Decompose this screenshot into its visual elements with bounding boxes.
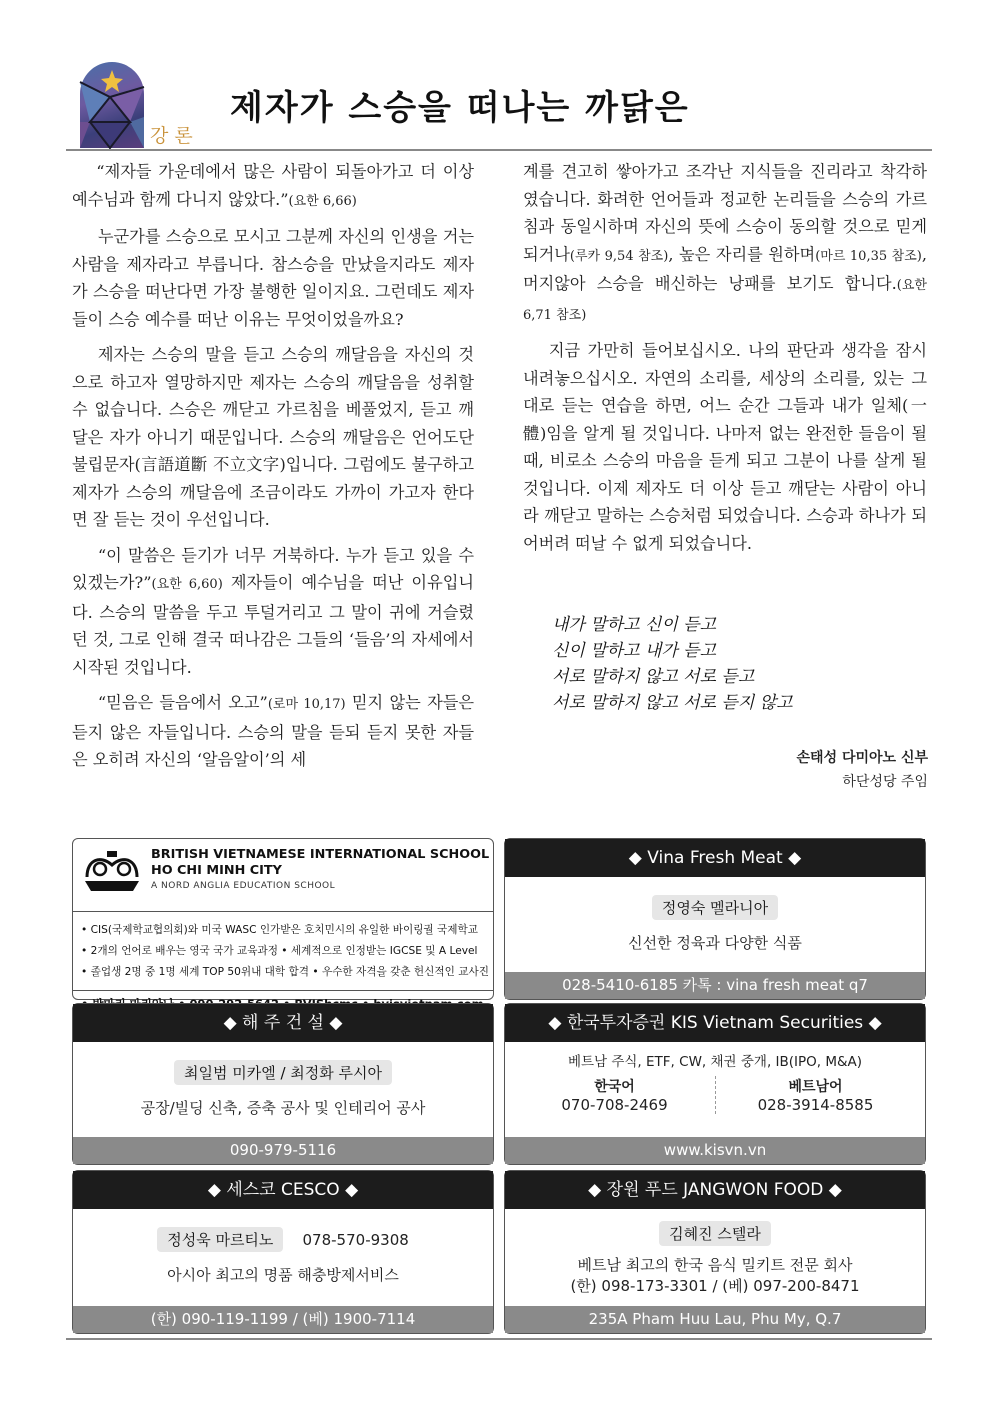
article-paragraph: 제자는 스승의 말을 듣고 스승의 깨달음을 자신의 것으로 하고자 열망하지만 제자는 스승의 깨달음을 성취할 수 없습니다. 스승은 깨닫고 가르침을 베풀었지, 듣고 깨달은 자가 아니기 때문입니다. 스승의 깨달음은 언어도단 불립문자(言語道斷 不立文字)입니다. 그럼에도 불구하고 제자가 스승의 깨달음에 조금이라도 가까이 가고자 한다면 잘 듣는 것이 우선입니다. (72, 345, 474, 529)
footer-divider (66, 1338, 932, 1340)
article-paragraph: 지금 가만히 들어보십시오. 나의 판단과 생각을 잠시 내려놓으십시오. 자연의 소리를, 세상의 소리를, 있는 그대로 듣는 연습을 하면, 어느 순간 그들과 내가 일체(一體)임을 알게 될 것입니다. 나마저 없는 완전한 들음이 될 때, 비로소 스승의 마음을 듣게 되고 그분이 나를 살게 될 것입니다. 이제 제자도 더 이상 듣고 깨닫는 사람이 아니라 깨닫고 말하는 스승처럼 되었습니다. 스승과 하나가 되어버려 떠날 수 없게 되었습니다. (523, 341, 927, 553)
ad-footer[interactable]: (한) 090-119-1199 / (베) 1900-7114 (73, 1306, 493, 1333)
ad-footer[interactable]: 090-979-5116 (73, 1137, 493, 1164)
author-role: 하단성당 주임 (842, 774, 928, 790)
school-name: BRITISH VIETNAMESE INTERNATIONAL SCHOOL HO CHI MINH CITY (151, 847, 490, 878)
ad-description: 베트남 주식, ETF, CW, 채권 중개, IB(IPO, M&A) (567, 1054, 863, 1070)
header-divider (66, 149, 932, 151)
page-title: 제자가 스승을 떠나는 까닭은 (230, 88, 690, 128)
school-crest-icon (81, 847, 143, 895)
ad-title: ◆ Vina Fresh Meat ◆ (505, 839, 925, 877)
feature-item: • 졸업생 2명 중 1명 세계 TOP 50위내 대학 합격 • 우수한 자격을 갖춘 헌신적인 교사진 (81, 966, 489, 978)
contact-person: 김혜진 스텔라 (659, 1221, 771, 1246)
article-paragraph: 계를 견고히 쌓아가고 조각난 지식들을 진리라고 착각하였습니다. 화려한 언어들과 정교한 논리들을 스승의 가르침과 동일시하며 자신의 뜻에 스승이 동의할 것으로 믿게 되거나(루카 9,54 참조), 높은 자리를 원하며(마르 10,35 참조), 머지않아 스승을 배신하는 낭패를 보기도 합니다.(요한 6,71 참조) (523, 162, 927, 323)
ad-description: 아시아 최고의 명품 해충방제서비스 (167, 1266, 399, 1284)
ad-bvis-school[interactable] (72, 838, 494, 1000)
article-left-column (72, 158, 474, 782)
article-paragraph: “제자들 가운데에서 많은 사람이 되돌아가고 더 이상 예수님과 함께 다니지 않았다.”(요한 6,66) (72, 162, 474, 209)
poem-line: 서로 말하지 않고 서로 듣지 않고 (552, 693, 793, 713)
school-header (73, 839, 493, 912)
ad-title: ◆ 세스코 CESCO ◆ (73, 1171, 493, 1209)
school-features (73, 912, 493, 991)
contact-person: 정영숙 멜라니아 (652, 895, 778, 920)
scripture-ref: (마르 10,35 참조) (815, 248, 922, 264)
ad-description: 공장/빌딩 신축, 증축 공사 및 인테리어 공사 (140, 1099, 426, 1117)
ad-footer: 235A Pham Huu Lau, Phu My, Q.7 (505, 1306, 925, 1333)
ad-kis-securities[interactable] (504, 1003, 926, 1165)
ad-haeju-construction[interactable] (72, 1003, 494, 1165)
school-subtitle: A NORD ANGLIA EDUCATION SCHOOL (151, 881, 336, 891)
ad-description: 신선한 정육과 다양한 식품 (628, 934, 802, 952)
ad-footer[interactable]: 028-5410-6185 카톡 : vina fresh meat q7 (505, 972, 925, 999)
scripture-ref: (요한 6,66) (288, 193, 357, 209)
scripture-ref: (요한 6,60) (151, 577, 223, 592)
poem (552, 612, 793, 716)
contact-phone[interactable]: 078-570-9308 (302, 1231, 409, 1249)
scripture-ref: (로마 10,17) (267, 697, 346, 712)
author-name: 손태성 다미아노 신부 (796, 750, 928, 766)
article-right-column (523, 158, 927, 565)
article-paragraph: 누군가를 스승으로 모시고 그분께 자신의 인생을 거는 사람을 제자라고 부릅니다. 참스승을 만났을지라도 제자가 스승을 떠난다면 가장 불행한 일이지요. 그런데도 제자들이 스승 예수를 떠난 이유는 무엇이었을까요? (72, 227, 474, 329)
ad-title: ◆ 해 주 건 설 ◆ (73, 1004, 493, 1042)
scripture-ref: (루카 9,54 참조) (569, 248, 669, 264)
scripture-ref: (요한 6,71 참조) (523, 278, 927, 323)
contact-person: 정성욱 마르티노 (157, 1227, 283, 1252)
kis-vietnamese-contact: 베트남어 028-3914-8585 (757, 1079, 874, 1114)
ad-description: 베트남 최고의 한국 음식 밀키트 전문 회사 (577, 1256, 853, 1274)
ad-title: ◆ 장원 푸드 JANGWON FOOD ◆ (505, 1171, 925, 1209)
article-paragraph: “믿음은 들음에서 오고”(로마 10,17) 믿지 않는 자들은 듣지 않은 자들입니다. 스승의 말을 듣되 듣지 못한 자들은 오히려 자신의 ‘알음알이’의 세 (72, 693, 475, 769)
contact-person: 최일범 미카엘 / 최정화 루시아 (174, 1060, 392, 1085)
kis-korean-contact: 한국어 070-708-2469 (515, 1076, 716, 1114)
article-paragraph: “이 말씀은 듣기가 너무 거북하다. 누가 듣고 있을 수 있겠는가?”(요한 6,60) 제자들이 예수님을 떠난 이유입니다. 스승의 말씀을 두고 투덜거리고 그 말이 귀에 거슬렸던 것, 그로 인해 결국 떠나감은 그들의 ‘들음’의 자세에서 시작된 것입니다. (72, 545, 474, 677)
ad-jangwon-food[interactable] (504, 1170, 926, 1334)
stained-glass-logo (80, 62, 144, 148)
poem-line: 내가 말하고 신이 듣고 (552, 615, 717, 635)
feature-item: • 2개의 언어로 배우는 영국 국가 교육과정 • 세계적으로 인정받는 IGCSE 및 A Level (81, 945, 478, 957)
author-signature (797, 746, 928, 794)
contact-phones[interactable]: (한) 098-173-3301 / (베) 097-200-8471 (570, 1277, 860, 1295)
ad-vina-fresh-meat[interactable] (504, 838, 926, 1000)
section-label: 강론 (150, 125, 199, 147)
poem-line: 서로 말하지 않고 서로 듣고 (552, 667, 755, 687)
ad-footer[interactable]: www.kisvn.vn (505, 1137, 925, 1164)
feature-item: • CIS(국제학교협의회)와 미국 WASC 인가받은 호치민시의 유일한 바이링궐 국제학교 (81, 924, 478, 936)
ad-title: ◆ 한국투자증권 KIS Vietnam Securities ◆ (505, 1004, 925, 1042)
ad-cesco[interactable] (72, 1170, 494, 1334)
poem-line: 신이 말하고 내가 듣고 (552, 641, 717, 661)
